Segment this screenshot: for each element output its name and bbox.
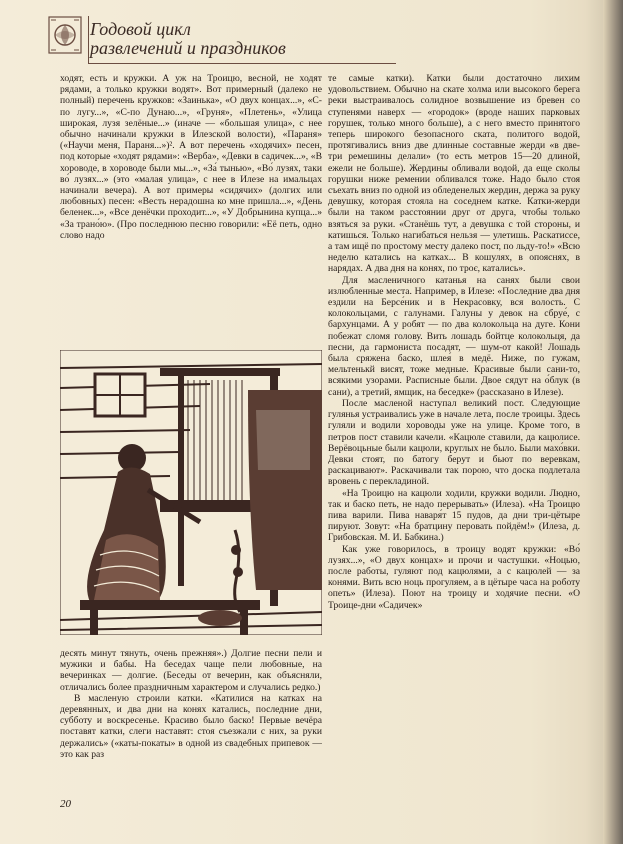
paragraph: десять минут тянуть, очень прежняя».) Долгие песни пели и мужики и бабы. На беседах чаще пели любовные, на вечеринках — долгие. (Беседы от вечерин, как объясняли, отличались более праздничным характером и случались редко.) xyxy=(60,648,322,693)
section-title-line1: Годовой цикл xyxy=(90,19,191,39)
paragraph: Для масленичного катанья на санях были свои излюбленные места. Например, в Илезе: «Последние два дня ездили на Берсе́ник и в Некрасовку, вся волость. С колокольцами, с галунами. Галуны у девок на сбруе́, с бархунцами. А у робят — по два колокольца на дуге. Кони побежат сломя голову. Вить лошадь бойтце колокольця, да песни, да гармониста посадят, — шум-от какой! Лошадь была сряжена баско, шлея́ в медё. Ниже, по гужам, мельтенькй висят, тоже медные. Красивые были сани-то, всякими узорами. Расписные были. Двое сядут на о́блук (в сани), а третий, ямщик, на беседке» (рассказано в Илезе). xyxy=(328,274,580,398)
header-vertical-rule xyxy=(88,16,89,64)
page-edge-shadow xyxy=(603,0,623,844)
paragraph: ходят, есть и кружки. А уж на Троицю, весной, не ходят рядами, а только кружки водят». Вот примерный (далеко не полный) перечень кружков: «Заинька», «О двух концах...», «С-по лугу...», «С-по Дунаю...», «Груня», «Плетень», «Улица широкая, лузя зелёные...» (иначе — «большая улица», с нее обычно начинали кружки в Илезской волости), «Параня» («Научи меня, Параня...»)². А вот перечень «ходячих» песен, под которые «ходят рядами»: «Верба», «Девки в садичек...», «В хороводе, в хороводе были мы...», «За́ тынью», «Во́ лузях, таки во́ лузях...» (это «малая улица», с нее в Илезе на имальцах начинали вечера). А вот примеры «сидячих» (долгих или любовных) песен: «Весть нерадошна ко мне пришла...», «День беленек...», «Все денёчки проходит...», «У Добрынина купца...» «За трано́ю». (Про последнюю песню говорили: «Её петь, одно слово надо xyxy=(60,73,322,241)
header-horizontal-rule xyxy=(88,63,396,64)
paragraph: «На Троицю на кацюли ходили, кружки водили. Людно, так и баско петь, не надо перерывать» (Илеза). «На Троицю пива варили. Пива наваря́т 15 пудов, да дни три-цётыре пируют. Зовут: «На братцину перовать пойдём!» (Илеза, д. Грибовская. М. И. Бабкина.) xyxy=(328,487,580,544)
woodcut-illustration-weaver xyxy=(60,350,322,635)
left-column-top-text xyxy=(60,73,322,331)
page-number: 20 xyxy=(60,798,71,810)
section-title xyxy=(90,20,286,58)
paragraph: После масленой наступал великий пост. Следующие гулянья устраивались уже в начале лета, после троицы. Здесь гуляли и водили хороводы уже на улице. Кроме того, в петров пост ставили качели. «Кацюле ставили, да кацюлисе. Верёвоцьные были кацюли, круглых не было. Были махо́вки. Девки стоят, по батогу берут и бьют по веревкам, раскацивают». Раскачивали так порою, что доска подлетала вровень с перекладиной. xyxy=(328,397,580,488)
paragraph: В масленую строили катки. «Катилися на катках на деревянных, и два дни на конях катались, последние дни, субботу и воскресенье. Красиво было баско! Первые вечёра поставят катки, слеги наставят: стоя съезжали с них, за руки держались» («каты-покаты» в одной из свадебных припевок — это как раз xyxy=(60,692,322,760)
paragraph: те самые катки). Катки были достаточно лихим удовольствием. Обычно на скате холма или высокого берега реки выстраивалось солидное возвышение из бревен со ступенями наверх — «городок» (вроде наших парковых горушек, только много больше), а с него вместо принятого теперь широкого безопасного ската, политого водой, протягивались вниз две длинные составные жерди «в две-три ремешины делали» (то есть метров 15—20 длиной, ежели не больше). Жердины обливали водой, да еще сколы горушки ниже ремении обливался тоже. Надо было стоя съехать вниз по одной из обледенелых жердин, держа за руку девушку, которая стояла на соседнем катке. Катки-жерди были на таком расстоянии друг от друга, чтобы только взяться за руки. «Станёшь тут, а девушка с той стороны, и катишься. Только нагибаться нельзя — улетишь. Раскатиссе, а там ищё по простому месту далеко пост, по льду-то!» «Всю неделю катались на катках... В кошулях, в опояснях, в нарядах. А два дня на конях, по троє, катались». xyxy=(328,73,580,275)
section-title-line2: развлечений и праздников xyxy=(90,38,286,58)
running-header xyxy=(48,10,396,68)
right-column-text xyxy=(328,73,580,808)
paragraph: Как уже говорилось, в троицу водят кружки: «Во́ лузях...», «О двух концах» и прочи и частушки. «Ноцью, после работы, гуляют под кацюлями, а с кацюлей — за конями. Вить всю ноць прогуляем, а в цётыре часа на роботу опеть» (Илеза). Поют на троицу и ходячие песни. «О Троице-дни «Садичек» xyxy=(328,543,580,611)
left-column-bottom-text xyxy=(60,648,322,808)
ornament-logo-icon xyxy=(48,16,82,54)
